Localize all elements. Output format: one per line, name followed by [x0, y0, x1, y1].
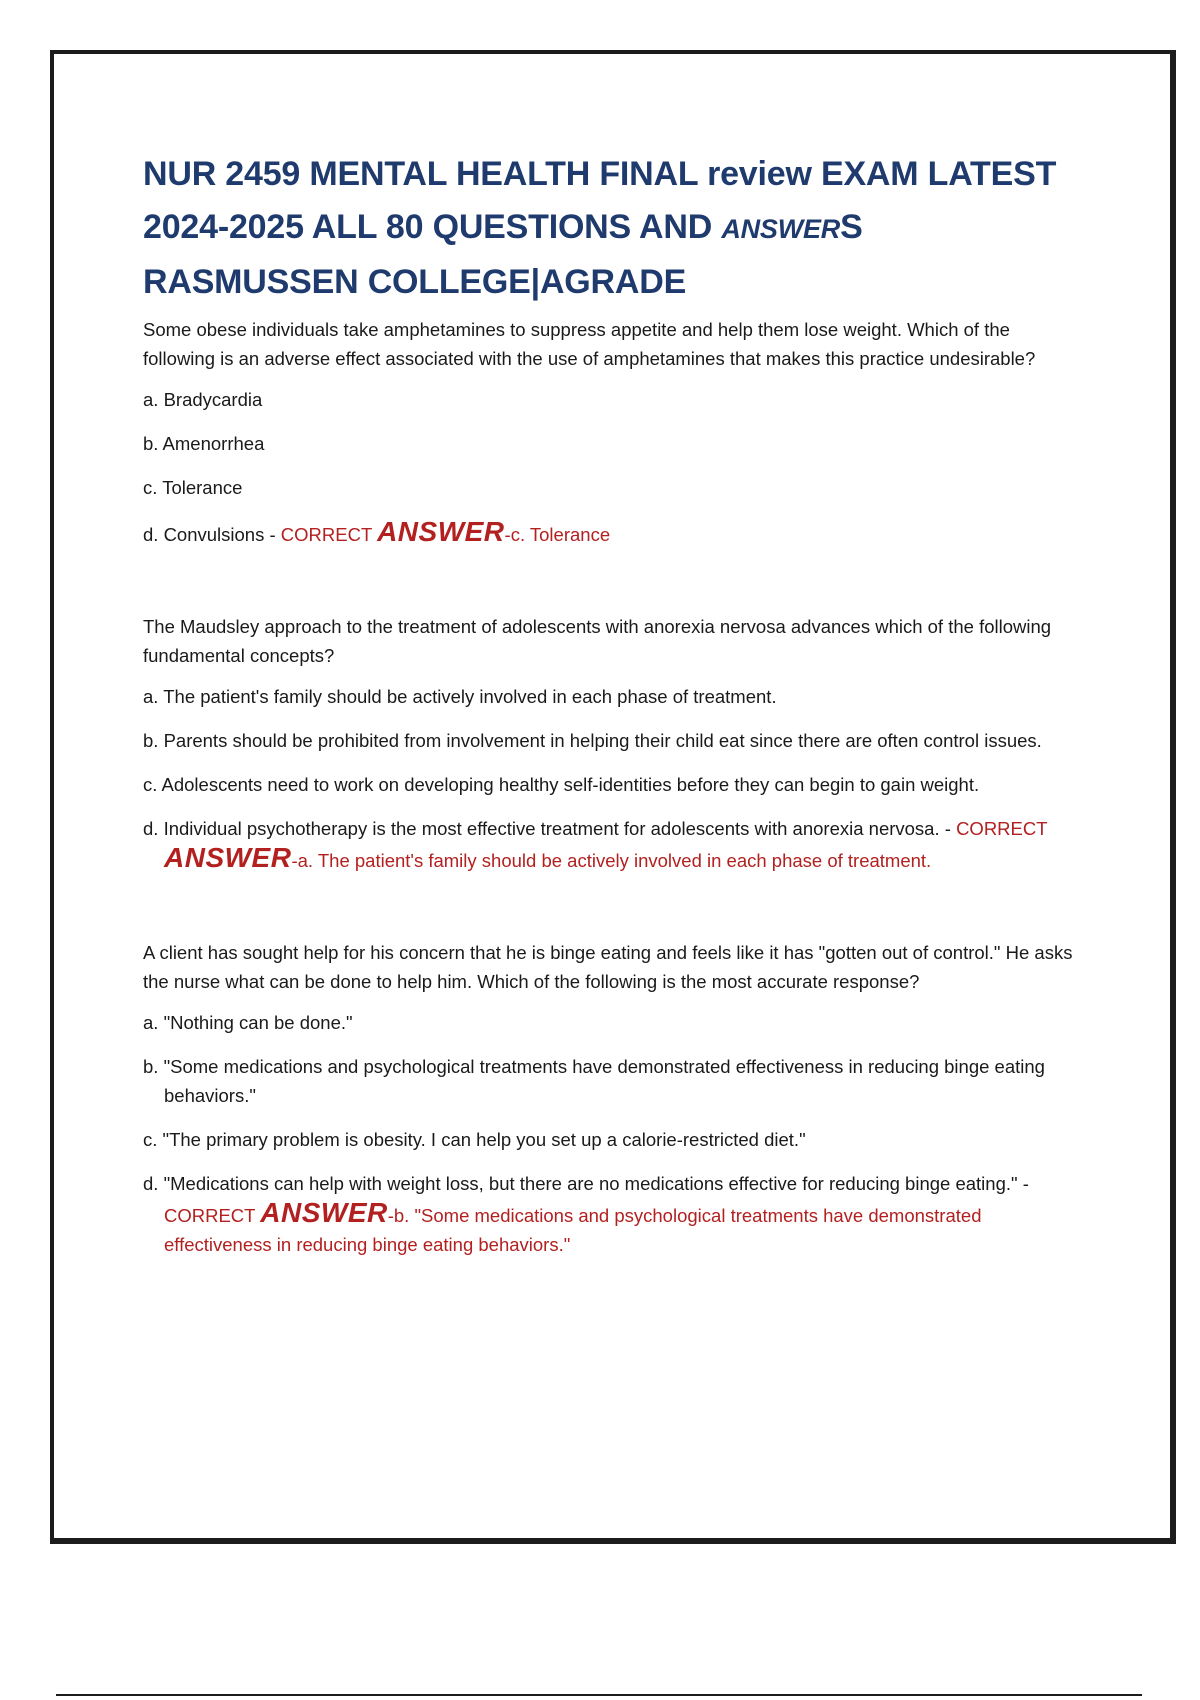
question-stem: Some obese individuals take amphetamines to suppress appetite and help them lose weight. Which of the following is an adverse effect associated with the use of amphetamines that makes this practice undesirable? — [143, 319, 1036, 369]
option-b: b. Amenorrhea — [143, 433, 265, 454]
title-answer-word: ANSWER — [721, 214, 841, 244]
answer-text: -b. "Some medications and psychological treatments have demonstrated effectiveness in reducing binge eating behaviors." — [164, 1205, 982, 1255]
document-title — [143, 148, 1083, 309]
correct-label: CORRECT — [164, 1205, 261, 1226]
option-c: c. "The primary problem is obesity. I can help you set up a calorie-restricted diet." — [143, 1129, 806, 1150]
question-2 — [143, 612, 1083, 875]
correct-label: CORRECT — [280, 524, 378, 545]
title-line-1: NUR 2459 MENTAL HEALTH FINAL review EXAM LATEST — [143, 155, 1057, 193]
option-d: d. Individual psychotherapy is the most effective treatment for adolescents with anorexia nervosa. - — [143, 818, 957, 839]
answer-text: -c. Tolerance — [504, 524, 611, 545]
option-a: a. "Nothing can be done." — [143, 1012, 353, 1033]
option-d-with-answer — [143, 814, 1083, 875]
question-1 — [143, 315, 1083, 549]
answer-word: ANSWER — [377, 516, 505, 547]
question-3 — [143, 938, 1083, 1259]
option-d-with-answer — [143, 1169, 1083, 1259]
footer-rule — [56, 1694, 1142, 1696]
document-content — [143, 148, 1083, 1274]
answer-text: -a. The patient's family should be actively involved in each phase of treatment. — [291, 850, 932, 871]
option-b: b. Parents should be prohibited from involvement in helping their child eat since there are often control issues. — [143, 730, 1042, 751]
option-d: d. Convulsions - — [143, 524, 281, 545]
option-d-with-answer — [143, 517, 1083, 549]
option-b: b. "Some medications and psychological treatments have demonstrated effectiveness in reducing binge eating behaviors." — [143, 1056, 1045, 1106]
option-a: a. Bradycardia — [143, 389, 263, 410]
option-a: a. The patient's family should be actively involved in each phase of treatment. — [143, 686, 777, 707]
correct-label: CORRECT — [956, 818, 1048, 839]
question-stem: A client has sought help for his concern that he is binge eating and feels like it has "gotten out of control." He asks the nurse what can be done to help him. Which of the following is the most accurate response? — [143, 942, 1073, 992]
answer-word: ANSWER — [164, 842, 292, 873]
question-stem: The Maudsley approach to the treatment of adolescents with anorexia nervosa advances which of the following fundamental concepts? — [143, 616, 1052, 666]
option-d: d. "Medications can help with weight loss, but there are no medications effective for reducing binge eating." - — [143, 1173, 1029, 1194]
answer-word: ANSWER — [260, 1197, 388, 1228]
option-c: c. Tolerance — [143, 477, 243, 498]
title-line-2-prefix: 2024-2025 ALL 80 QUESTIONS AND — [143, 208, 722, 246]
option-c: c. Adolescents need to work on developing healthy self-identities before they can begin to gain weight. — [143, 774, 980, 795]
title-line-2-suffix: S — [840, 208, 863, 246]
title-line-3: RASMUSSEN COLLEGE|AGRADE — [143, 263, 687, 301]
